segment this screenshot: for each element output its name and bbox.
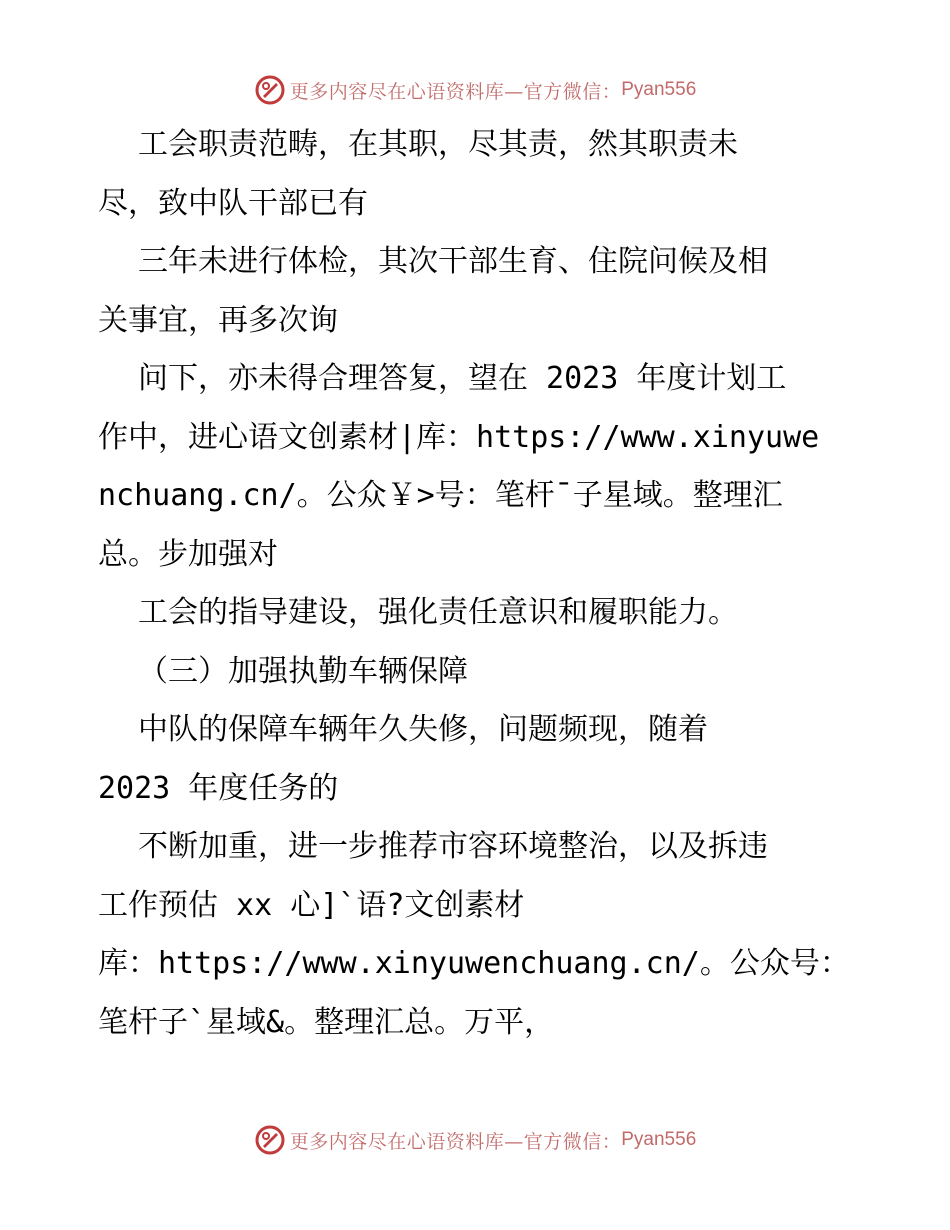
body-line: 不断加重，进一步推荐市容环境整治，以及拆违	[138, 829, 768, 864]
footer-banner	[0, 1120, 950, 1160]
footer-wechat-id: Pyan556	[621, 1129, 697, 1150]
header-wechat-id: Pyan556	[621, 79, 697, 100]
header-text: 更多内容尽在心语资料库—官方微信：	[289, 80, 622, 103]
body-line: 库：https://www.xinyuwenchuang.cn/。公众号：	[98, 946, 850, 981]
body-line: 笔杆子`星域&。整理汇总。万平，	[98, 1004, 555, 1040]
body-line: 尽，致中队干部已有	[98, 185, 368, 221]
seal-logo-icon	[254, 74, 286, 106]
body-line: 三年未进行体检，其次干部生育、住院问候及相	[138, 244, 768, 279]
header-banner	[0, 70, 950, 110]
body-line: 作中，进心语文创素材|库：https://www.xinyuwe	[98, 419, 820, 455]
body-line: 总。步加强对	[98, 536, 278, 572]
body-line: 2023 年度任务的	[98, 770, 339, 806]
document-body	[98, 116, 858, 1052]
body-line: 工作预估 xx 心]`语?文创素材	[98, 887, 525, 923]
body-line: 工会的指导建设，强化责任意识和履职能力。	[138, 595, 738, 630]
body-line: 关事宜，再多次询	[98, 302, 338, 338]
footer-text: 更多内容尽在心语资料库—官方微信：	[289, 1130, 622, 1153]
seal-logo-icon	[254, 1124, 286, 1156]
body-line: 问下，亦未得合理答复，望在 2023 年度计划工	[138, 361, 787, 396]
section-heading: （三）加强执勤车辆保障	[138, 653, 468, 689]
body-line: 工会职责范畴，在其职，尽其责，然其职责未	[138, 127, 738, 162]
body-line: 中队的保障车辆年久失修，问题频现，随着	[138, 712, 708, 747]
body-line: nchuang.cn/。公众￥>号：笔杆¯子星域。整理汇	[98, 478, 783, 513]
